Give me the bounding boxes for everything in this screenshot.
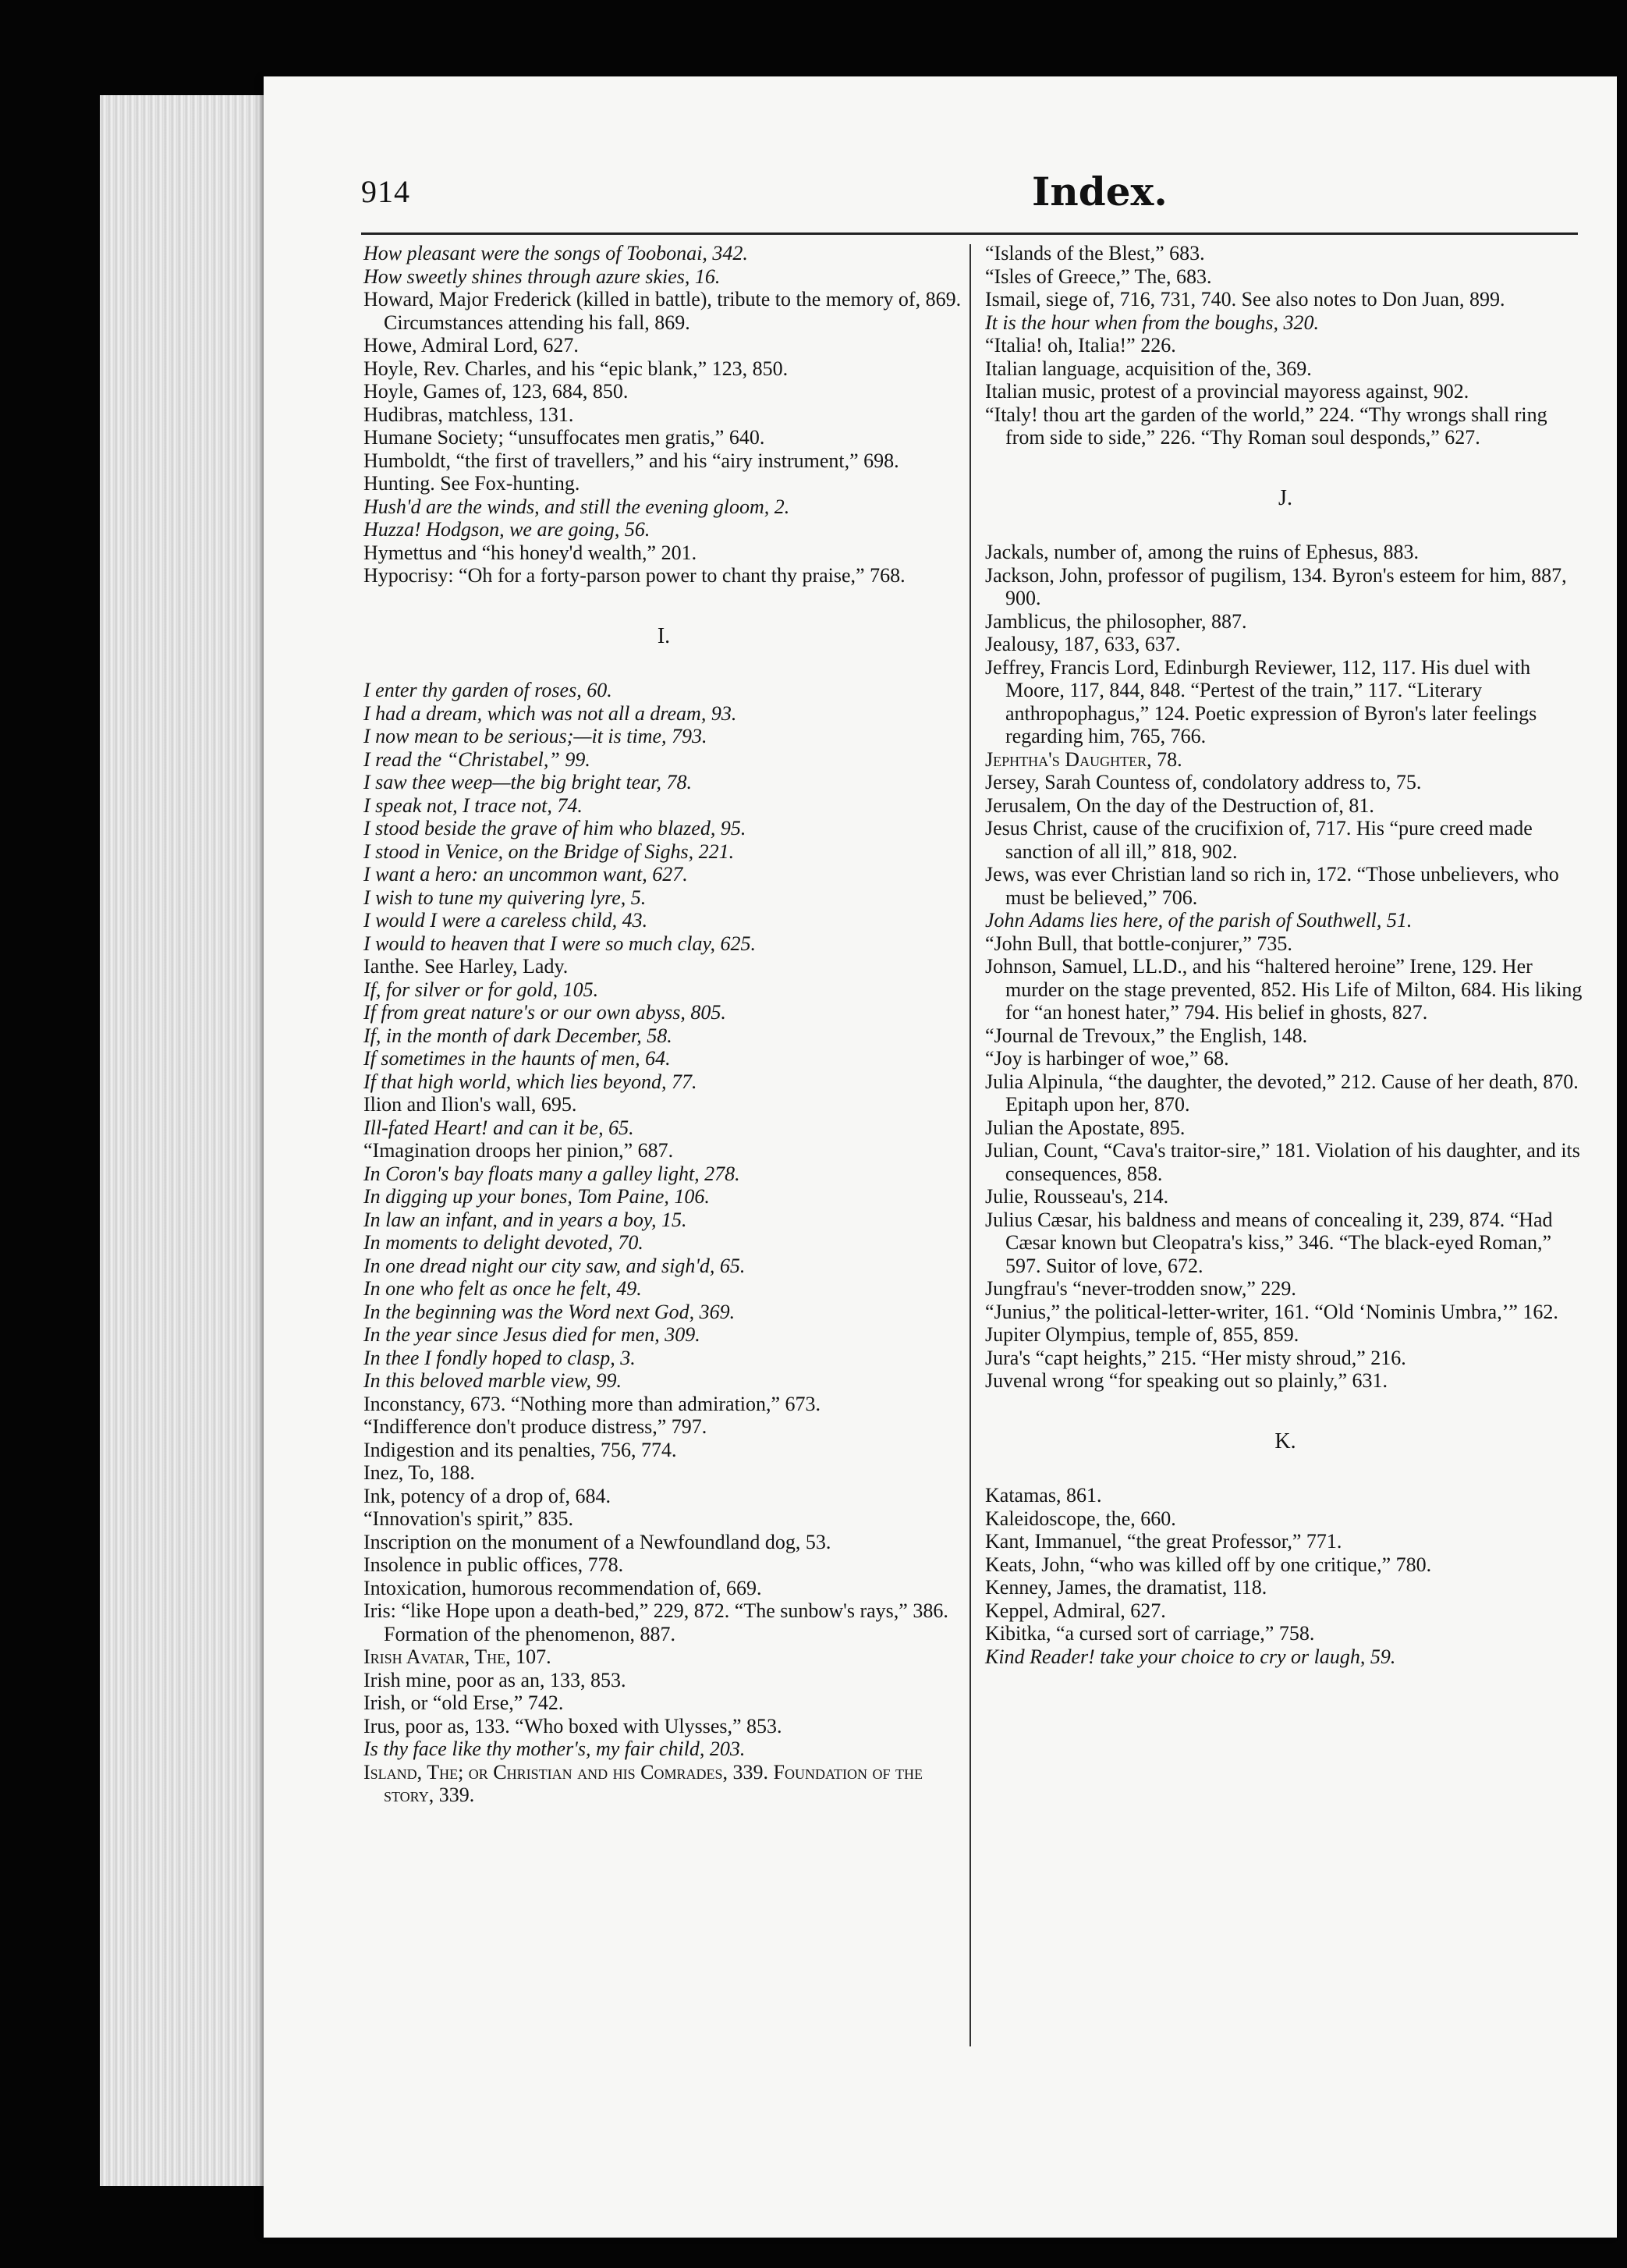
index-entry: Kant, Immanuel, “the great Professor,” 771. [985, 1530, 1342, 1553]
index-entry: “Indifference don't produce distress,” 797. [363, 1415, 707, 1438]
index-entry: Jamblicus, the philosopher, 887. [985, 609, 1247, 633]
index-entry: Kibitka, “a cursed sort of carriage,” 758. [985, 1622, 1315, 1645]
index-entry: Hymettus and “his honey'd wealth,” 201. [363, 541, 697, 564]
index-entry: Hunting. See Fox-hunting. [363, 472, 580, 495]
index-entry: If sometimes in the haunts of men, 64. [363, 1047, 671, 1070]
index-entry: Katamas, 861. [985, 1484, 1102, 1507]
index-entry: I now mean to be serious;—it is time, 793. [363, 725, 707, 747]
column-divider [969, 244, 971, 2046]
index-entry: I wish to tune my quivering lyre, 5. [363, 886, 647, 909]
index-entry: I stood in Venice, on the Bridge of Sighs, 221. [363, 839, 735, 863]
index-entry: Hoyle, Games of, 123, 684, 850. [363, 380, 629, 403]
index-entry: Insolence in public offices, 778. [363, 1553, 624, 1576]
index-entry: “John Bull, that bottle-conjurer,” 735. [985, 932, 1292, 955]
index-entry: “Joy is harbinger of woe,” 68. [985, 1047, 1229, 1070]
index-entry: I enter thy garden of roses, 60. [363, 679, 612, 701]
index-entry: Julius Cæsar, his baldness and means of concealing it, 239, 874. “Had Cæsar known but Cleopatra's kiss,” 346. “The black-eyed Roman,” 597. Suitor of love, 672. [985, 1208, 1553, 1277]
index-entry: Jackson, John, professor of pugilism, 134. Byron's esteem for him, 887, 900. [985, 563, 1567, 609]
index-entry: In moments to delight devoted, 70. [363, 1231, 643, 1254]
index-entry: Island, The; or Christian and his Comrades, 339. Foundation of the story, 339. [363, 1760, 923, 1806]
book-page-edges [100, 95, 287, 2186]
index-entry: If, in the month of dark December, 58. [363, 1024, 672, 1047]
running-title: Index. [1032, 169, 1168, 215]
index-entry: Ill-fated Heart! and can it be, 65. [363, 1116, 634, 1139]
section-heading: I. [657, 623, 671, 648]
index-entry: “Isles of Greece,” The, 683. [985, 264, 1212, 288]
index-entry: Irus, poor as, 133. “Who boxed with Ulysses,” 853. [363, 1714, 782, 1737]
index-entry: Italian language, acquisition of the, 369. [985, 357, 1312, 380]
index-entry: Hudibras, matchless, 131. [363, 403, 574, 426]
index-entry: In law an infant, and in years a boy, 15. [363, 1208, 687, 1231]
index-entry: Kind Reader! take your choice to cry or laugh, 59. [985, 1645, 1396, 1668]
index-entry: Jeffrey, Francis Lord, Edinburgh Reviewer, 112, 117. His duel with Moore, 117, 844, 848. “Pertest of the train,” 117. “Literary anthropophagus,” 124. Poetic expression of Byron's later feelings regarding him, 765, 766. [985, 655, 1537, 747]
book-page [264, 76, 1617, 2238]
index-entry: Ink, potency of a drop of, 684. [363, 1484, 611, 1507]
index-entry: Humboldt, “the first of travellers,” and his “airy instrument,” 698. [363, 449, 899, 472]
index-entry: In thee I fondly hoped to clasp, 3. [363, 1346, 636, 1369]
index-entry: Jealousy, 187, 633, 637. [985, 633, 1181, 655]
index-entry: If from great nature's or our own abyss, 805. [363, 1001, 726, 1024]
index-entry: Jupiter Olympius, temple of, 855, 859. [985, 1323, 1299, 1346]
index-entry: Jephtha's Daughter, 78. [985, 747, 1182, 771]
index-entry: I speak not, I trace not, 74. [363, 793, 583, 817]
index-entry: Keats, John, “who was killed off by one critique,” 780. [985, 1553, 1432, 1576]
index-entry: Irish Avatar, The, 107. [363, 1645, 551, 1668]
index-entry: “Italia! oh, Italia!” 226. [985, 334, 1176, 357]
index-entry: “Journal de Trevoux,” the English, 148. [985, 1024, 1308, 1047]
index-entry: Jerusalem, On the day of the Destruction of, 81. [985, 793, 1374, 817]
index-entry: Ianthe. See Harley, Lady. [363, 955, 569, 978]
index-entry: Kenney, James, the dramatist, 118. [985, 1576, 1267, 1599]
index-entry: Hypocrisy: “Oh for a forty-parson power to chant thy praise,” 768. [363, 564, 906, 587]
index-entry: Juvenal wrong “for speaking out so plainly,” 631. [985, 1369, 1388, 1392]
index-entry: In the year since Jesus died for men, 309. [363, 1323, 700, 1346]
index-entry: I would I were a careless child, 43. [363, 909, 648, 932]
section-heading: J. [1278, 485, 1292, 510]
index-entry: Ismail, siege of, 716, 731, 740. See also notes to Don Juan, 899. [985, 288, 1505, 311]
index-entry: Iris: “like Hope upon a death-bed,” 229, 872. “The sunbow's rays,” 386. Formation of the phenomenon, 887. [363, 1599, 948, 1645]
index-entry: I read the “Christabel,” 99. [363, 747, 590, 771]
index-entry: I had a dream, which was not all a dream, 93. [363, 701, 737, 725]
index-entry: Julie, Rousseau's, 214. [985, 1185, 1169, 1208]
index-entry: Jura's “capt heights,” 215. “Her misty shroud,” 216. [985, 1346, 1406, 1369]
index-entry: “Italy! thou art the garden of the world,” 224. “Thy wrongs shall ring from side to side,” 226. “Thy Roman soul desponds,” 627. [985, 403, 1547, 449]
header-rule [361, 232, 1578, 235]
index-entry: Intoxication, humorous recommendation of, 669. [363, 1576, 762, 1599]
index-entry: Jersey, Sarah Countess of, condolatory address to, 75. [985, 771, 1422, 793]
index-entry: Kaleidoscope, the, 660. [985, 1507, 1176, 1530]
index-entry: Jesus Christ, cause of the crucifixion of, 717. His “pure creed made sanction of all ill,” 818, 902. [985, 817, 1533, 863]
index-entry: In the beginning was the Word next God, 369. [363, 1300, 736, 1323]
index-entry: Keppel, Admiral, 627. [985, 1599, 1166, 1622]
index-entry: It is the hour when from the boughs, 320. [985, 311, 1320, 334]
index-entry: Inez, To, 188. [363, 1461, 475, 1484]
index-entry: Humane Society; “unsuffocates men gratis,” 640. [363, 426, 765, 449]
index-entry: In digging up your bones, Tom Paine, 106. [363, 1185, 710, 1208]
right-index-column [985, 242, 1586, 1668]
index-entry: Jews, was ever Christian land so rich in, 172. “Those unbelievers, who must be believed,” 706. [985, 863, 1559, 909]
index-entry: If, for silver or for gold, 105. [363, 978, 599, 1001]
index-entry: In Coron's bay floats many a galley light, 278. [363, 1162, 740, 1185]
index-entry: How sweetly shines through azure skies, 16. [363, 264, 721, 288]
index-entry: “Junius,” the political-letter-writer, 161. “Old ‘Nominis Umbra,’” 162. [985, 1300, 1558, 1323]
index-entry: Howe, Admiral Lord, 627. [363, 334, 579, 357]
index-entry: Inscription on the monument of a Newfoundland dog, 53. [363, 1530, 831, 1553]
index-entry: Julian the Apostate, 895. [985, 1116, 1186, 1139]
index-entry: Hoyle, Rev. Charles, and his “epic blank,” 123, 850. [363, 357, 789, 380]
index-entry: “Imagination droops her pinion,” 687. [363, 1139, 674, 1162]
index-entry: John Adams lies here, of the parish of Southwell, 51. [985, 909, 1413, 932]
index-entry: Inconstancy, 673. “Nothing more than admiration,” 673. [363, 1392, 821, 1415]
index-entry: In this beloved marble view, 99. [363, 1369, 622, 1392]
index-entry: Hush'd are the winds, and still the evening gloom, 2. [363, 495, 790, 518]
index-entry: In one who felt as once he felt, 49. [363, 1277, 642, 1300]
index-entry: Italian music, protest of a provincial mayoress against, 902. [985, 380, 1469, 403]
index-entry: I saw thee weep—the big bright tear, 78. [363, 771, 693, 793]
index-entry: If that high world, which lies beyond, 77. [363, 1070, 697, 1093]
index-entry: Indigestion and its penalties, 756, 774. [363, 1438, 677, 1461]
index-entry: “Islands of the Blest,” 683. [985, 242, 1205, 264]
index-entry: Huzza! Hodgson, we are going, 56. [363, 518, 650, 541]
index-entry: Jungfrau's “never-trodden snow,” 229. [985, 1277, 1296, 1300]
index-entry: I would to heaven that I were so much clay, 625. [363, 932, 757, 955]
index-entry: “Innovation's spirit,” 835. [363, 1507, 573, 1530]
index-entry: I stood beside the grave of him who blazed, 95. [363, 817, 746, 839]
page-header [361, 169, 1578, 220]
index-entry: In one dread night our city saw, and sigh'd, 65. [363, 1254, 746, 1277]
index-entry: Is thy face like thy mother's, my fair child, 203. [363, 1737, 746, 1760]
left-index-column [363, 242, 964, 1807]
index-entry: I want a hero: an uncommon want, 627. [363, 863, 688, 886]
index-entry: Howard, Major Frederick (killed in battle), tribute to the memory of, 869. Circumstances attending his fall, 869. [363, 288, 962, 334]
index-entry: How pleasant were the songs of Toobonai, 342. [363, 242, 748, 264]
index-entry: Irish mine, poor as an, 133, 853. [363, 1668, 626, 1691]
index-entry: Julia Alpinula, “the daughter, the devoted,” 212. Cause of her death, 870. Epitaph upon her, 870. [985, 1070, 1579, 1116]
page-number: 914 [361, 174, 410, 209]
index-entry: Jackals, number of, among the ruins of Ephesus, 883. [985, 541, 1420, 563]
index-entry: Julian, Count, “Cava's traitor-sire,” 181. Violation of his daughter, and its consequences, 858. [985, 1139, 1580, 1185]
index-entry: Johnson, Samuel, LL.D., and his “haltered heroine” Irene, 129. Her murder on the stage prevented, 852. His Life of Milton, 684. His liking for “an honest hater,” 794. His belief in ghosts, 827. [985, 955, 1583, 1024]
index-entry: Ilion and Ilion's wall, 695. [363, 1093, 577, 1116]
index-entry: Irish, or “old Erse,” 742. [363, 1691, 564, 1714]
section-heading: K. [1274, 1429, 1296, 1453]
